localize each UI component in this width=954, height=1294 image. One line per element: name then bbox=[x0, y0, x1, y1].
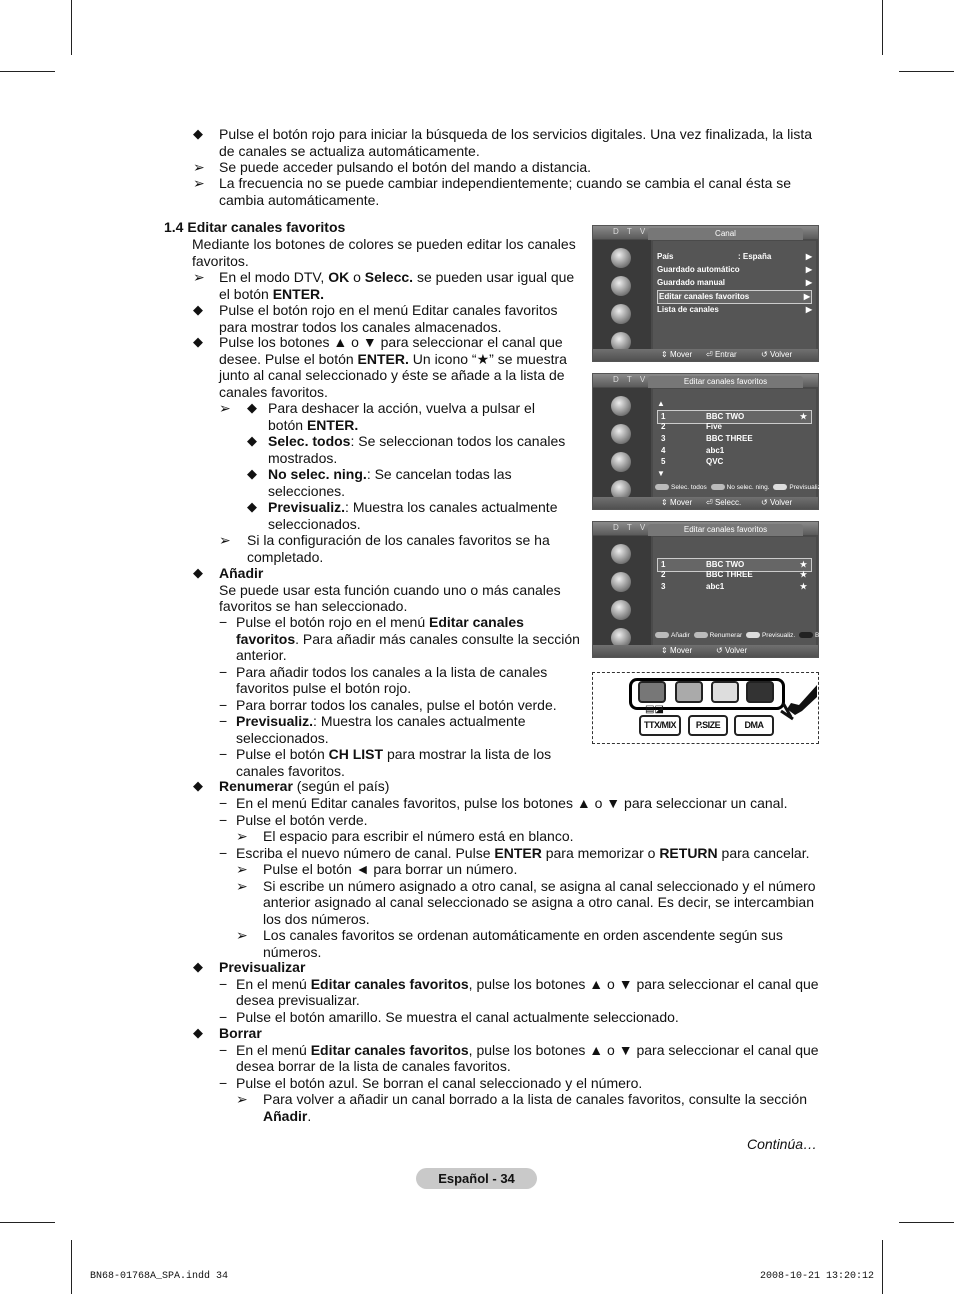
menu-item-guardado-auto[interactable]: Guardado automático ▶ bbox=[657, 265, 812, 274]
picture-icon bbox=[611, 248, 631, 268]
setup-icon bbox=[611, 452, 631, 472]
intro-note-2: La frecuencia no se puede cambiar independientemente; cuando se cambia el canal ésta se cambia automáticamente. bbox=[219, 175, 792, 208]
yellow-button[interactable] bbox=[711, 681, 739, 703]
borrar-block: Borrar − En el menú Editar canales favoritos, pulse los botones ▲ o ▼ para seleccionar el canal que desea borrar de la lista de canales favoritos. − Pulse el botón azul. Se borran el canal seleccionado y el número. ➢ Para volver a añadir un canal borrado a la lista de canales favoritos, consulte la sección Añadir. bbox=[219, 1025, 819, 1124]
dma-button[interactable]: DMA bbox=[734, 715, 774, 736]
channel-row[interactable]: 3 BBC THREE bbox=[661, 434, 753, 443]
print-date-info: 2008-10-21 13:20:12 bbox=[760, 1271, 875, 1282]
renumerar-list: − En el menú Editar canales favoritos, pulse los botones ▲ o ▼ para seleccionar un canal. − Pulse el botón verde. ➢ El espacio para escribir el número está en blanco. − Escriba el nuevo número de canal. Pulse ENTER para memorizar o RETURN para cancelar. ➢ Pulse el botón ◄ para borrar un número. ➢ Si escribe un número asignado a otro canal, se asigna al canal seleccionado y el número anterior asignado al canal seleccionado se asigna a otro canal. Es decir, se intercambian los dos números. ➢ Los canales favoritos se ordenan automáticamente en orden ascendente según sus números. bbox=[219, 795, 816, 960]
note-arrow-icon: ➢ bbox=[193, 159, 205, 175]
anadir-dashes: − Pulse el botón rojo en el menú Editar canales favoritos. Para añadir más canales consulte la sección anterior. − Para añadir todos los canales a la lista de canales favoritos pulse el botón rojo. − Para borrar todos los canales, pulse el botón verde. − Previsualiz.: Muestra los canales actualmente seleccionados. − Pulse el botón CH LIST para mostrar la lista de los canales favoritos. bbox=[219, 614, 580, 779]
sub-select-all: Selec. todos: Se seleccionan todos los canales mostrados. bbox=[268, 433, 566, 466]
tv-screen-canal: D T V Canal País : España ▶ Guardado automático ▶ Guardado manual ▶ Editar canales favoritos ▶ Lista de canales ▶ ⇕ Mover ⏎ Entrar ↺ Volver bbox=[592, 225, 819, 362]
side-menu bbox=[593, 240, 651, 349]
bullet-icon: ◆ bbox=[247, 499, 257, 514]
red-button-bullet: Pulse el botón rojo en el menú Editar canales favoritos para mostrar todos los canales almacenados. bbox=[219, 302, 558, 335]
tab-canal: Canal bbox=[648, 228, 803, 240]
section-heading: 1.4 Editar canales favoritos bbox=[164, 219, 346, 235]
channel-row[interactable]: 2 Five bbox=[661, 422, 723, 431]
bullet-icon: ◆ bbox=[193, 1025, 203, 1040]
setup-icon bbox=[611, 304, 631, 324]
ttx-mix-button[interactable]: TTX/MIX bbox=[639, 715, 681, 736]
note-arrow-icon: ➢ bbox=[219, 532, 231, 548]
section-intro: Mediante los botones de colores se pueden editar los canales favoritos. bbox=[192, 236, 576, 269]
continua-link: Continúa… bbox=[747, 1136, 818, 1152]
tv-screen-editar-2: D T V Editar canales favoritos 1 BBC TWO ★ 2 BBC THREE ★ 3 abc1 ★ Añadir Renumerar Previsualiz. Borrare ⇕ Mover ↺ Volver bbox=[592, 521, 819, 658]
menu-item-pais[interactable]: País : España ▶ bbox=[657, 252, 812, 261]
bullet-icon: ◆ bbox=[193, 959, 203, 974]
note-arrow-icon: ➢ bbox=[193, 269, 205, 285]
setup-icon bbox=[611, 600, 631, 620]
print-file-info: BN68-01768A_SPA.indd 34 bbox=[90, 1271, 229, 1282]
arrow-down-icon: ▼ bbox=[657, 469, 665, 478]
color-button-legend: Selec. todos No selec. ning. Previsualiz. bbox=[653, 483, 823, 493]
sub-preview: Previsualiz.: Muestra los canales actualmente seleccionados. bbox=[268, 499, 558, 532]
tv-screen-editar-1: D T V Editar canales favoritos ▲ 1 BBC TWO ★ 2 Five 3 BBC THREE 4 abc1 5 QVC ▼ Selec. todos No selec. ning. Previsualiz. ⇕ Mover ⏎ Selecc. ↺ Volver bbox=[592, 373, 819, 510]
note-arrow-icon: ➢ bbox=[193, 175, 205, 191]
teletext-icon: ▤◪ bbox=[645, 704, 664, 715]
sub-select-none: No selec. ning.: Se cancelan todas las selecciones. bbox=[268, 466, 512, 499]
screen-footer: ⇕ Mover ⏎ Selecc. ↺ Volver bbox=[593, 497, 818, 509]
bullet-icon: ◆ bbox=[247, 433, 257, 448]
intro-note-1: Se puede acceder pulsando el botón del mando a distancia. bbox=[219, 159, 592, 175]
tab-editar: Editar canales favoritos bbox=[648, 376, 803, 388]
anadir-block: Añadir Se puede usar esta función cuando uno o más canales favoritos se han seleccionado. bbox=[219, 565, 561, 614]
channel-row[interactable]: 4 abc1 bbox=[661, 446, 725, 455]
renumerar-title: Renumerar (según el país) bbox=[219, 778, 390, 794]
bullet-icon: ◆ bbox=[247, 466, 257, 481]
sub-undo: Para deshacer la acción, vuelva a pulsar el botón ENTER. bbox=[268, 400, 535, 433]
menu-item-editar-favoritos[interactable]: Editar canales favoritos ▶ bbox=[657, 290, 812, 304]
intro-bullet-1: Pulse el botón rojo para iniciar la búsqueda de los servicios digitales. Una vez finalizada, la lista de canales se actualiza automáticamente. bbox=[219, 126, 812, 159]
channel-row[interactable]: 1 BBC TWO ★ bbox=[657, 410, 812, 424]
bullet-icon: ◆ bbox=[193, 126, 203, 141]
channel-row[interactable]: 2 BBC THREE ★ bbox=[661, 570, 807, 579]
green-button[interactable] bbox=[675, 681, 703, 703]
pointer-hand-icon bbox=[777, 675, 817, 735]
sound-icon bbox=[611, 424, 631, 444]
dtv-note: En el modo DTV, OK o Selecc. se pueden usar igual que el botón ENTER. bbox=[219, 269, 575, 302]
page-label: Español - 34 bbox=[416, 1168, 537, 1189]
note-arrow-icon: ➢ bbox=[219, 400, 231, 416]
menu-item-guardado-manual[interactable]: Guardado manual ▶ bbox=[657, 278, 812, 287]
sound-icon bbox=[611, 276, 631, 296]
blue-button[interactable] bbox=[746, 681, 774, 703]
bullet-icon: ◆ bbox=[193, 778, 203, 793]
sound-icon bbox=[611, 572, 631, 592]
config-note: Si la configuración de los canales favoritos se ha completado. bbox=[247, 532, 550, 565]
bullet-icon: ◆ bbox=[247, 400, 257, 415]
p-size-button[interactable]: P.SIZE bbox=[688, 715, 728, 736]
bullet-icon: ◆ bbox=[193, 302, 203, 317]
arrow-up-icon: ▲ bbox=[657, 399, 665, 408]
bullet-icon: ◆ bbox=[193, 565, 203, 580]
channel-row[interactable]: 3 abc1 ★ bbox=[661, 582, 807, 591]
select-bullet: Pulse los botones ▲ o ▼ para seleccionar el canal que desee. Pulse el botón ENTER. Un icono “★” se muestra junto al canal seleccionado y éste se añade a la lista de canales favoritos. bbox=[219, 334, 567, 400]
channel-row[interactable]: 1 BBC TWO ★ bbox=[657, 558, 812, 572]
screen-footer: ⇕ Mover ⏎ Entrar ↺ Volver bbox=[593, 349, 818, 361]
channel-row[interactable]: 5 QVC bbox=[661, 457, 724, 466]
screen-footer: ⇕ Mover ↺ Volver bbox=[593, 645, 818, 657]
menu-item-lista-canales[interactable]: Lista de canales ▶ bbox=[657, 305, 812, 314]
previsualizar-block: Previsualizar − En el menú Editar canales favoritos, pulse los botones ▲ o ▼ para seleccionar el canal que desea previsualizar. − Pulse el botón amarillo. Se muestra el canal actualmente seleccionado. bbox=[219, 959, 819, 1025]
picture-icon bbox=[611, 544, 631, 564]
tab-editar: Editar canales favoritos bbox=[648, 524, 803, 536]
remote-control-illustration bbox=[592, 672, 819, 744]
color-button-legend: Añadir Renumerar Previsualiz. Borrare bbox=[653, 631, 837, 641]
red-button[interactable] bbox=[638, 681, 666, 703]
picture-icon bbox=[611, 396, 631, 416]
bullet-icon: ◆ bbox=[193, 334, 203, 349]
